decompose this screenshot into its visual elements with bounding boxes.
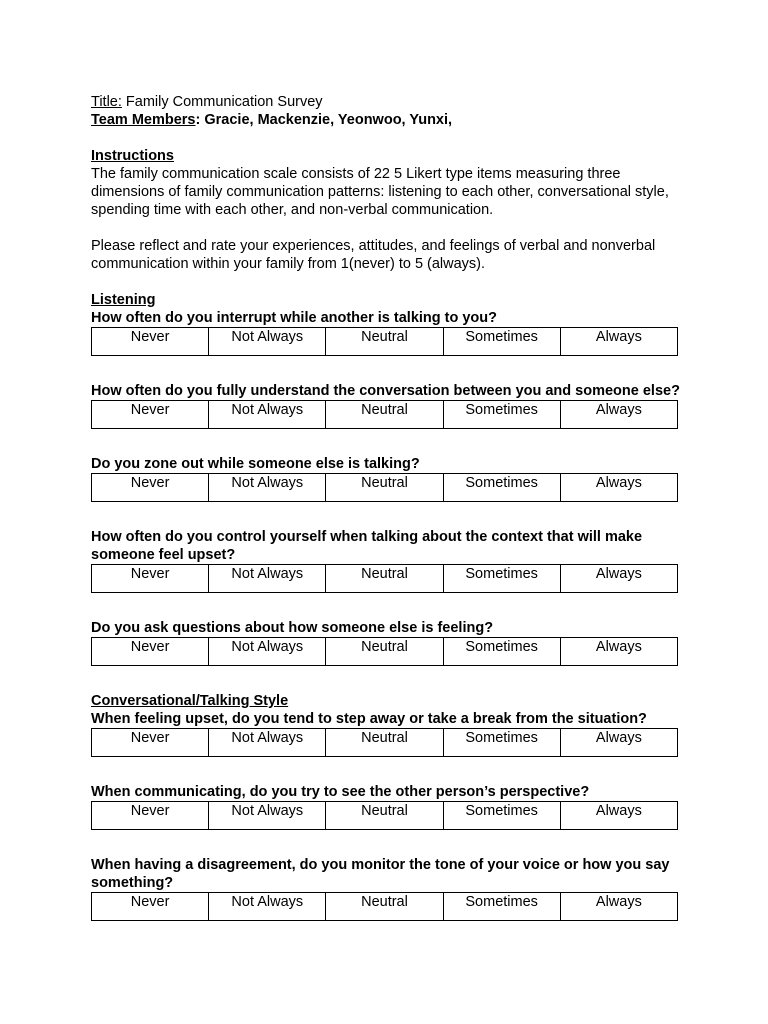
rating-option-sometimes[interactable]: Sometimes	[443, 802, 560, 830]
rating-scale-row	[92, 893, 678, 921]
instructions-paragraph-1: The family communication scale consists of 22 5 Likert type items measuring three dimensions of family communication patterns: listening to each other, conversational style, spending time with each other, and non-verbal communication.	[91, 166, 669, 218]
question-text: Do you ask questions about how someone else is feeling?	[91, 620, 494, 636]
rating-scale-row	[92, 474, 678, 502]
survey-title: Family Communication Survey	[121, 94, 323, 110]
rating-option-always[interactable]: Always	[560, 565, 677, 593]
question-gap	[91, 429, 681, 455]
rating-option-neutral[interactable]: Neutral	[326, 401, 443, 429]
rating-option-neutral[interactable]: Neutral	[326, 328, 443, 356]
rating-scale-table	[91, 327, 678, 356]
rating-option-neutral[interactable]: Neutral	[326, 565, 443, 593]
section-gap	[91, 666, 681, 692]
rating-option-not-always[interactable]: Not Always	[209, 328, 326, 356]
question-gap	[91, 830, 681, 856]
rating-scale-table	[91, 473, 678, 502]
question-text: When having a disagreement, do you monitor the tone of your voice or how you say something?	[91, 857, 670, 891]
survey-document	[91, 93, 681, 921]
rating-scale-row	[92, 802, 678, 830]
rating-option-never[interactable]: Never	[92, 565, 209, 593]
rating-option-always[interactable]: Always	[560, 802, 677, 830]
rating-scale-table	[91, 400, 678, 429]
rating-scale-table	[91, 637, 678, 666]
rating-option-not-always[interactable]: Not Always	[209, 565, 326, 593]
rating-option-always[interactable]: Always	[560, 729, 677, 757]
survey-sections	[91, 291, 681, 921]
rating-option-sometimes[interactable]: Sometimes	[443, 729, 560, 757]
rating-scale-table	[91, 801, 678, 830]
rating-scale-row	[92, 401, 678, 429]
rating-option-neutral[interactable]: Neutral	[326, 474, 443, 502]
rating-option-neutral[interactable]: Neutral	[326, 638, 443, 666]
question-gap	[91, 356, 681, 382]
rating-option-never[interactable]: Never	[92, 474, 209, 502]
rating-scale-row	[92, 328, 678, 356]
title-line	[91, 93, 681, 111]
rating-scale-table	[91, 892, 678, 921]
spacer	[91, 129, 681, 147]
rating-option-sometimes[interactable]: Sometimes	[443, 474, 560, 502]
rating-option-never[interactable]: Never	[92, 893, 209, 921]
instructions-paragraph-2: Please reflect and rate your experiences, attitudes, and feelings of verbal and nonverbal communication within your family from 1(never) to 5 (always).	[91, 238, 656, 272]
question-text: How often do you interrupt while another is talking to you?	[91, 310, 497, 326]
rating-option-not-always[interactable]: Not Always	[209, 474, 326, 502]
question-gap	[91, 757, 681, 783]
question-text: Do you zone out while someone else is talking?	[91, 456, 420, 472]
rating-scale-row	[92, 638, 678, 666]
spacer	[91, 219, 681, 237]
rating-option-sometimes[interactable]: Sometimes	[443, 328, 560, 356]
rating-option-always[interactable]: Always	[560, 474, 677, 502]
rating-option-neutral[interactable]: Neutral	[326, 729, 443, 757]
question-text: When feeling upset, do you tend to step away or take a break from the situation?	[91, 711, 647, 727]
title-label: Title:	[91, 94, 122, 110]
rating-scale-row	[92, 565, 678, 593]
section-heading: Listening	[91, 292, 156, 308]
rating-option-sometimes[interactable]: Sometimes	[443, 638, 560, 666]
rating-option-not-always[interactable]: Not Always	[209, 401, 326, 429]
team-members-line	[91, 111, 681, 129]
rating-scale-table	[91, 728, 678, 757]
question-gap	[91, 593, 681, 619]
question-text: When communicating, do you try to see the other person’s perspective?	[91, 784, 590, 800]
rating-option-not-always[interactable]: Not Always	[209, 638, 326, 666]
rating-option-never[interactable]: Never	[92, 638, 209, 666]
rating-option-neutral[interactable]: Neutral	[326, 893, 443, 921]
rating-option-never[interactable]: Never	[92, 729, 209, 757]
rating-option-never[interactable]: Never	[92, 802, 209, 830]
rating-option-not-always[interactable]: Not Always	[209, 802, 326, 830]
rating-option-always[interactable]: Always	[560, 638, 677, 666]
rating-option-never[interactable]: Never	[92, 328, 209, 356]
question-text: How often do you control yourself when talking about the context that will make someone feel upset?	[91, 529, 643, 563]
section-heading: Conversational/Talking Style	[91, 693, 289, 709]
rating-option-always[interactable]: Always	[560, 328, 677, 356]
question-gap	[91, 502, 681, 528]
team-members-colon: :	[195, 112, 201, 128]
question-text: How often do you fully understand the conversation between you and someone else?	[91, 383, 680, 399]
instructions-heading: Instructions	[91, 148, 174, 164]
rating-option-always[interactable]: Always	[560, 401, 677, 429]
rating-option-not-always[interactable]: Not Always	[209, 893, 326, 921]
rating-option-not-always[interactable]: Not Always	[209, 729, 326, 757]
rating-option-sometimes[interactable]: Sometimes	[443, 565, 560, 593]
rating-scale-table	[91, 564, 678, 593]
rating-scale-row	[92, 729, 678, 757]
rating-option-always[interactable]: Always	[560, 893, 677, 921]
team-members-label: Team Members	[91, 112, 196, 128]
rating-option-never[interactable]: Never	[92, 401, 209, 429]
spacer	[91, 273, 681, 291]
rating-option-neutral[interactable]: Neutral	[326, 802, 443, 830]
rating-option-sometimes[interactable]: Sometimes	[443, 893, 560, 921]
rating-option-sometimes[interactable]: Sometimes	[443, 401, 560, 429]
team-members-names: Gracie, Mackenzie, Yeonwoo, Yunxi,	[200, 112, 453, 128]
